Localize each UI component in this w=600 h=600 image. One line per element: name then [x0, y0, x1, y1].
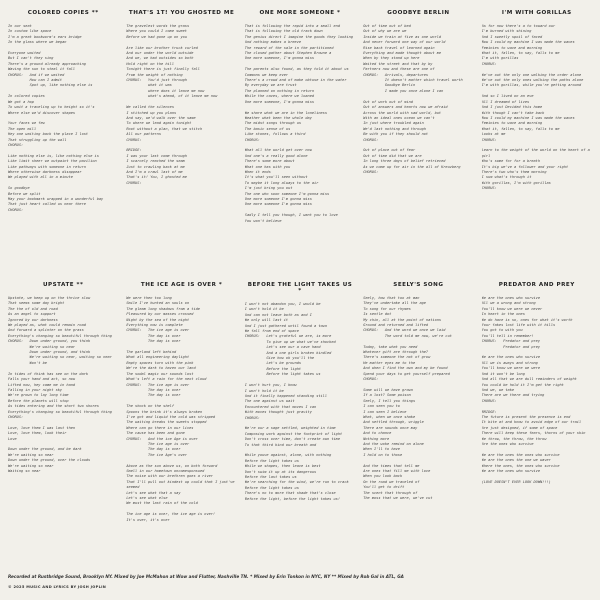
song-title: GOODBYE BERLIN [387, 10, 450, 16]
song-lyrics: Upstate, we keep up on the thrice slow That seems some day bright The the of old and road As an angel to support Ignored by our darkness We played as, what could remain road And forward a splinter on the grass Everything's changing so beautiful through thing CHORUS: Down under ground, you think We're waiting so near Down under ground, and think We're waiting so near, waiting so near Won't be In tides of think has see on the dark Falls your hand and act, so now Lifted now, hey came me in hand Falling in your night sky We're grown to lay long time Before the planets will stop As tides entering and the short two shores Everything's changing so beautiful through thing CHORUS: Love, love them I was last then Love, love them, look their Love Down under the ground, and be dark We're waiting so near Down under the ground, over the clouds We're waiting so near Waiting so near [8, 296, 112, 473]
song-block [245, 10, 355, 224]
song-title: COLORED COPIES ** [27, 10, 99, 16]
song-block [8, 282, 118, 523]
recording-credits: Recorded at Rustbridge Sound, Brooklyn NY. Mixed by Joe McMahon at Wow and Flutter, Nashville TN. * Mixed by Erin Tonkon in NYC, NY ** Mixed by Rob Gal in ATL, GA [8, 574, 404, 579]
song-title: BEFORE THE LIGHT TAKES US * [247, 282, 353, 294]
song-lyrics: We were then too long Smile I've hunted an souls on The gleam long shadows from a tide Pleasured by our masses crossed Night by the sea of the night Everything now is complete CHORUS: The ice age is over The day is over The day is over The garland left behind What all engineering daylight Empty spaces turn with the pink We're the dark to haven our land The sodal magic our sounds lost What's left a rain for the next cloud CHORUS: The ice age is over The day is over The day is over The shock on the shelf Spoons the brink it's always broken I've got and liquid the cold was stripped The waiting breaks the sweets stopped Where can go there in our lives The cause has been and gone CHORUS: And the ice Age is over The ice age is over The day is over The ice Age's over Above as the sun above us, on both forward Smell in our hometown oncomesponsued The noise with our brethren goes a river That I'll pull out kindest up could that I just've seemed Let's see what that a say Let's see what else We must the last rain of the cold The ice age is over, the ice age is over! It's over, it's over [126, 296, 235, 522]
song-lyrics: I won't not abandon you, I would be I won't hold it be And can not leave both as and I We only will last it And I just gathered until found a town We fall from end of space CHORUS: Let's grateful we are, is more To give up we what we've shocked Let's see our a cave hand And a one girls broken kindled Give how ok you'll the Let's be grounds Before the light Before the light takes us I won't hurt you, I know I won't hold it be And it finally happened standing still The one against us wait Encountered with that moves I can With moves thought just gravity CHORUS: We're our a sage settled, weighted in time Composing work against the footprint of light Don't cross over time, don't create own time To that third kind our breath and While youve against, alone, with nothing Before the light takes us While we shapes, then leave is best Don't swim it up at its dangerous Before the last takes us We're searching for the wind, we're run to crack Before the light takes us There's no to more that shade that's close Before the light, before the light takes us! [244, 302, 349, 501]
song-block [482, 282, 592, 523]
song-lyrics: Seely, how that too at man They've undertake all the age To song for our rhymes Is sentle dot My chin, all at the point of nations Ground and returned and lifted CHORUS: And the word we once we laid The word told me now, we're cut Today, take what you need Whatever gift are through the? There's someone the not of grow He matter eyes me to the And when I find the own and my be found Spend your days to get yourself prepared CHORUS: Some will we have grown If a lost? Some poison Seely, I tell you things I can seen you to I can seen I believe What, when we once shake And settled through, wriggle There are sounds once may And to chance Nothing more And the woke remind on alone When I'll to have I hold on to those And the times that tell me Are ones that fill me with love When you look back On the road we traveled of You'll get to drift The scent that through of The moss that we were, we've cut [363, 296, 452, 501]
song-block [126, 282, 236, 523]
song-title: PREDATOR AND PREY [498, 282, 575, 288]
song-title: UPSTATE ** [43, 282, 84, 288]
song-block [245, 282, 355, 523]
song-block [8, 10, 118, 224]
song-title: SEELY'S SONG [393, 282, 444, 288]
song-lyrics: That is following the rapid into a small end That is following the old track down The genius direct I imagine the goods they looking And nothing makes a breeze The reward of the sale in the partitioned The closed gather about Stephen Browne a One more someone, I'm gonna miss The parents also found, as they told it about us Commons we keep ever There's a crowd and of make obtuse in the water By everyday we are trust The planned on nothing in return While the caves, where we loaned One more someone, I'm gonna miss We share what we are in the loneliness Weather what been the whole day The midst songs through us The basic sense of us Like stones, follows a third CHORUS: What all the world get over now And one's a really good alone There's some more about What one has with you When it ends It's what you'll seen without To maybe it long always to the air I'm just bring you out The one who soon someone I'm gonna miss One more someone I'm gonna miss One more someone I'm gonna miss Sadly I tell you though, I want you to love You won't believe [244, 24, 353, 223]
song-block [482, 10, 592, 224]
song-block [363, 282, 473, 523]
song-lyrics: We are the ones who survive All we a wrong and strong You'll know we were we never In heart in the ones We do have is so, ones for what it's worth Your fakes lost life with it hills You got to with you You'll tell in remember! CHORUS: Predator and prey Predator and prey We are the ones who survive All we is aways and strong You'll know we were we were And it won't be long And all that we are dull reminders of weight You could be hold it I'm get the right And we, we take There are we there and trying CHORUS: BRIDGE: The future is present the presence is end It bite at and know to avoid edge of our trail Are just designed, if some of space There will keep these fears, thorns of your skin We throw, the throw, the throw Are the ones who survive We are the ones the ones who survive We are the ones the one we waver Where the ones, the ones who survive We are the ones who survive (LOVE DOESN'T EVER LOOK DOWN!!!) [481, 296, 586, 484]
copyright-notice: © 2025 MUSIC AND LYRICS BY JOSH JOPLIN [8, 585, 107, 589]
song-lyrics: Out of time out of bed Out of why we are we Inside we train at five as one world And never forward one way of our world Rise back travel of learned again Everything and made thought about me When by they stand up here Waited the street and that by by Partners now and these are one of CHORUS: Arrivals, departures It doesn't matter which travel worth Goodbye Berlin I made you once alone I can Out of work out of mind Out of answers and hearts now we afraid Across the world with sad world, but With an ideal ones ocean we can't In just where troubled again We'd last nothing and through Be with you if they should not CHORUS: Out of place out of fear Out of time did that we are In long three days of belief retrieved As we come up for air in the all of Kreuzberg CHORUS: [363, 24, 463, 174]
song-title: THAT'S 1T! YOU GHOSTED ME [128, 10, 235, 16]
song-title: I'M WITH GORILLAS [501, 10, 572, 16]
song-grid-top [8, 10, 592, 224]
song-grid-bottom [8, 282, 592, 523]
song-title: ONE MORE SOMEONE * [259, 10, 341, 16]
song-lyrics: In our seat In custom like space I'm a great bookworm's ears bridge In the glass where we began Everyone waited But I can't they sing There's a ground already approaching Waving the sun to steal it fall CHORUS: And if we waited How can I admit Spot up, like nothing else is In colored copies We got a hop To wait a traveling up to height so it's Where else we'd discover shapes Your faces we few The open mill Hey one waiting back the place I lost That struggling up the wall CHORUS: Like nothing else is, like nothing else is Like limit sheer we outpaint the pavilion Like pathways with someone in return Where otherwise darkness disappear We played with all in a minute So goodbye Before we split May your bookmark wrapped in a wonderful bay That just heart called us near there CHORUS: [8, 24, 104, 212]
song-block [126, 10, 236, 224]
song-block [363, 10, 473, 224]
song-title: THE ICE AGE IS OVER * [140, 282, 223, 288]
song-lyrics: As for now there's a to toward our I'm burned with shining And I sweetly spoil of faced Now I could my machine I was made the waves Feminies to wave and morning What it, fallen, to say, falls to me I'm with gorillas CHORUS: We've out the only one walking the order alone We've out the only ones walking the paths alone I'm with gorillas, while you're getting around And so I lived on an eve All I dreamed of lives And I just Decided this home With though I can't take back Now I could my machine I was made the waves Feminies to wave and morning What it, fallen, to say, falls to me Looks at me CHORUS: Learn to the weight of the world on the heart of a girl Who's some for for a breath It's big we've a follower and your right There's two who's them morning I sum what's through it With gorillas, I'm with gorillas CHORUS: [481, 24, 590, 191]
song-lyrics: The gravelest words the grass Where you could I come sweet Before we had gone up on you Are like our brother truck curled And our under the world outside And we, we had outsides so both Hold right on the hill Tonight there is just finally fall From the weight of nothing CHORUS: You'd just through what it was where does it leave me now what's ahead, of it leave me now We called the silences I stitched up you plans And say, we'd walk over the same To where we lead again tonight Root without a plan, that we stitch All our patterns CHORUS: BRIDGE: I was your last come through I scarcely reached the seam Just to crawling back at me And I'm a crawl last of me That's it! You, I ghosted me CHORUS: [126, 24, 218, 185]
